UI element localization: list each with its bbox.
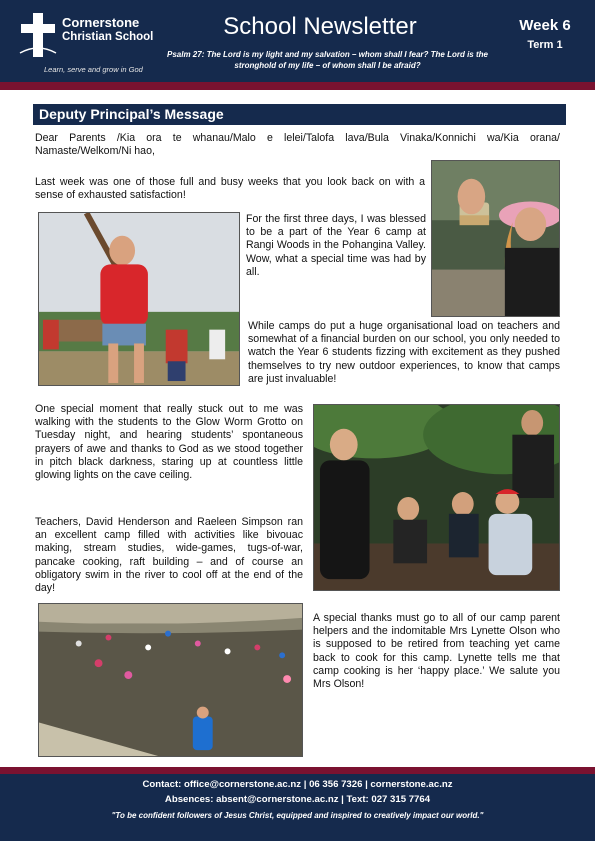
psalm-verse: Psalm 27: The Lord is my light and my salvation – whom shall I fear? The Lord is the stronghold of my life – of whom shall I be afraid?: [167, 50, 488, 70]
footer-divider: [0, 767, 595, 774]
photo-group-in-bush: [313, 404, 560, 591]
greeting-paragraph: Dear Parents /Kia ora te whanau/Malo e lelei/Talofa lava/Bula Vinaka/Konnichi wa/Kia orana/ Namaste/Welkom/Ni hao,: [35, 132, 560, 158]
footer-absences: Absences: absent@cornerstone.ac.nz | Text: 027 315 7764: [164, 794, 431, 805]
school-name-line2: Christian School: [62, 31, 154, 43]
photo-girl-with-jar: [431, 160, 560, 317]
newsletter-header: [0, 0, 595, 82]
newsletter-title: School Newsletter: [223, 13, 417, 40]
photo-tug-of-war: [38, 212, 240, 386]
school-logo: [18, 13, 178, 79]
week-label: Week 6: [519, 17, 571, 34]
section-heading: Deputy Principal’s Message: [33, 104, 566, 125]
footer-contact: Contact: office@cornerstone.ac.nz | 06 356 7326 | cornerstone.ac.nz: [142, 779, 453, 790]
cross-icon: [18, 13, 58, 57]
paragraph-camp-intro: For the first three days, I was blessed to be a part of the Year 6 camp at Rangi Woods in the Pohangina Valley. Wow, what a special time was had by all.: [246, 213, 426, 278]
school-name: [62, 15, 153, 45]
footer-motto: "To be confident followers of Jesus Christ, equipped and inspired to creatively impact our world.": [111, 811, 484, 820]
paragraph-camp-value: While camps do put a huge organisational load on teachers and somewhat of a financial burden on our school, you only needed to watch the Year 6 students fizzing with excitement as they pushed themselves to try new outdoor experiences, to know that camps are just invaluable!: [248, 320, 560, 385]
photo-river-swim: [38, 603, 303, 757]
newsletter-footer: [0, 774, 595, 841]
school-tagline: Learn, serve and grow in God: [44, 65, 143, 74]
paragraph-glow-worm: One special moment that really stuck out to me was walking with the students to the Glow Worm Grotto on Tuesday night, and hearing students’ spontaneous prayers of awe and thanks to God as we stood together in pitch black darkness, staring up at countless little glowing lights on the cave ceiling.: [35, 403, 303, 482]
school-name-line1: Cornerstone: [62, 15, 140, 30]
term-label: Term 1: [527, 39, 563, 51]
header-divider: [0, 82, 595, 90]
paragraph-busy-week: Last week was one of those full and busy weeks that you look back on with a sense of exhausted satisfaction!: [35, 176, 425, 202]
paragraph-thanks: A special thanks must go to all of our camp parent helpers and the indomitable Mrs Lynette Olson who is supposed to be retired from teaching yet came back to cook for this camp. Lynette tells me that camp cooking is her ‘happy place.’ We salute you Mrs Olson!: [313, 612, 560, 691]
paragraph-activities: Teachers, David Henderson and Raeleen Simpson ran an excellent camp filled with activities like bivouac making, stream studies, wide-games, tugs-of-war, pancake cooking, raft building – and of course an obligatory swim in the river to cool off at the end of the day!: [35, 516, 303, 595]
